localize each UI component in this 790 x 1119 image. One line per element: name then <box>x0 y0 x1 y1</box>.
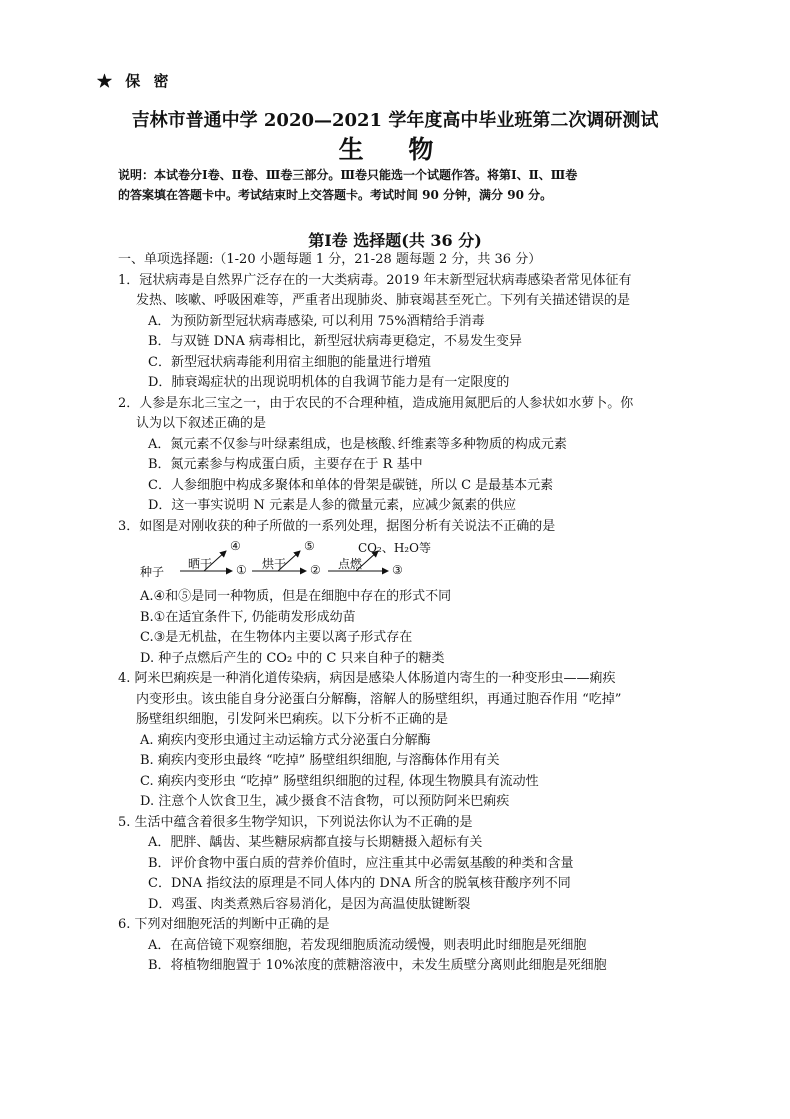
question-2-stem-cont: 认为以下叙述正确的是 <box>136 416 267 431</box>
question-2-stem: 2．人参是东北三宝之一，由于农民的不合理种植，造成施用氮肥后的人参状如水萝卜。你 <box>118 395 634 411</box>
question-1-stem-cont: 发热、咳嗽、呼吸困难等，严重者出现肺炎、肺衰竭甚至死亡。下列有关描述错误的是 <box>136 293 631 308</box>
question-4-option-d: D. 注意个人饮食卫生，减少摄食不洁食物，可以预防阿米巴痢疾 <box>140 794 510 809</box>
question-3-stem: 3．如图是对刚收获的种子所做的一系列处理，据图分析有关说法不正确的是 <box>118 518 556 534</box>
question-5-stem: 5. 生活中蕴含着很多生物学知识，下列说法你认为不正确的是 <box>118 814 473 830</box>
question-1-option-d: D．肺衰竭症状的出现说明机体的自我调节能力是有一定限度的 <box>148 375 510 390</box>
question-3-option-b: B.①在适宜条件下, 仍能萌发形成幼苗 <box>140 609 356 625</box>
subject-title: 生 物 <box>338 135 452 164</box>
exam-title: 吉林市普通中学 2020—2021 学年度高中毕业班第二次调研测试 <box>131 110 659 131</box>
diagram-step-bake: 烘干 <box>262 557 287 571</box>
diagram-label-1: ① <box>236 563 247 577</box>
question-6-option-a: A．在高倍镜下观察细胞，若发现细胞质流动缓慢，则表明此时细胞是死细胞 <box>148 937 587 953</box>
question-6-option-b: B．将植物细胞置于 10%浓度的蔗糖溶液中，未发生质壁分离则此细胞是死细胞 <box>148 958 607 973</box>
question-4-option-a: A. 痢疾内变形虫通过主动运输方式分泌蛋白分解酶 <box>140 732 431 748</box>
confidential-mark: ★ 保 密 <box>97 72 173 90</box>
question-3-option-a: A.④和⑤是同一种物质，但是在细胞中存在的形式不同 <box>140 589 452 604</box>
diagram-products: CO₂、H₂O等 <box>358 541 431 555</box>
question-1-option-a: A．为预防新型冠状病毒感染, 可以利用 75%酒精给手消毒 <box>148 313 485 329</box>
question-4-option-c: C. 痢疾内变形虫 “吃掉” 肠壁组织细胞的过程, 体现生物膜具有流动性 <box>140 773 539 789</box>
question-5-option-c: C．DNA 指纹法的原理是不同人体内的 DNA 所含的脱氧核苷酸序列不同 <box>148 876 571 891</box>
diagram-step-dry: 晒干 <box>188 557 213 571</box>
note-line: 的答案填在答题卡中。考试结束时上交答题卡。考试时间 90 分钟，满分 90 分。 <box>118 188 553 202</box>
diagram-label-5: ⑤ <box>304 539 315 553</box>
question-3-option-d: D. 种子点燃后产生的 CO₂ 中的 C 只来自种子的糖类 <box>140 650 445 666</box>
question-1-option-c: C．新型冠状病毒能利用宿主细胞的能量进行增殖 <box>148 354 431 370</box>
note-line: 说明：本试卷分Ⅰ卷、Ⅱ卷、Ⅲ卷三部分。Ⅲ卷只能选一个试题作答。将第Ⅰ、Ⅱ、Ⅲ卷 <box>118 168 578 182</box>
diagram-label-2: ② <box>310 563 321 577</box>
question-1-option-b: B．与双链 DNA 病毒相比，新型冠状病毒更稳定，不易发生变异 <box>148 334 523 349</box>
question-4-stem-cont: 内变形虫。该虫能自身分泌蛋白分解酶，溶解人的肠壁组织，再通过胞吞作用 “吃掉” <box>136 691 622 707</box>
section-title: 第Ⅰ卷 选择题(共 36 分) <box>308 231 482 250</box>
question-4-stem-cont: 肠壁组织细胞，引发阿米巴痢疾。以下分析不正确的是 <box>136 712 449 727</box>
question-5-option-b: B．评价食物中蛋白质的营养价值时，应注重其中必需氨基酸的种类和含量 <box>148 855 574 871</box>
question-2-option-a: A．氮元素不仅参与叶绿素组成，也是核酸､纤维素等多种物质的构成元素 <box>148 436 567 452</box>
question-2-option-b: B．氮元素参与构成蛋白质，主要存在于 R 基中 <box>148 457 423 472</box>
seed-process-diagram <box>140 539 678 585</box>
question-5-option-a: A．肥胖、龋齿、某些糖尿病都直接与长期糖摄入超标有关 <box>148 835 483 850</box>
question-4-stem: 4. 阿米巴痢疾是一种消化道传染病，病因是感染人体肠道内寄生的一种变形虫——痢疾 <box>118 671 616 686</box>
exam-instructions <box>118 165 670 205</box>
section-instruction: 一、单项选择题:（1-20 小题每题 1 分，21-28 题每题 2 分，共 36 分） <box>118 252 542 267</box>
question-5-option-d: D．鸡蛋、肉类煮熟后容易消化，是因为高温使肽键断裂 <box>148 896 471 912</box>
questions <box>118 250 678 977</box>
diagram-label-4: ④ <box>230 539 241 553</box>
question-4-option-b: B. 痢疾内变形虫最终 “吃掉” 肠壁组织细胞, 与溶酶体作用有关 <box>140 753 500 768</box>
diagram-label-3: ③ <box>392 563 403 577</box>
question-3-option-c: C.③是无机盐，在生物体内主要以离子形式存在 <box>140 630 413 645</box>
question-2-option-c: C．人参细胞中构成多聚体和单体的骨架是碳链，所以 C 是最基本元素 <box>148 477 554 493</box>
question-6-stem: 6. 下列对细胞死活的判断中正确的是 <box>118 917 330 932</box>
question-1-stem: 1．冠状病毒是自然界广泛存在的一大类病毒。2019 年末新型冠状病毒感染者常见体征有 <box>118 272 632 288</box>
diagram-step-ignite: 点燃 <box>338 557 363 571</box>
diagram-seed-label: 种子 <box>140 565 165 579</box>
question-2-option-d: D．这一事实说明 N 元素是人参的微量元素，应减少氮素的供应 <box>148 498 517 513</box>
